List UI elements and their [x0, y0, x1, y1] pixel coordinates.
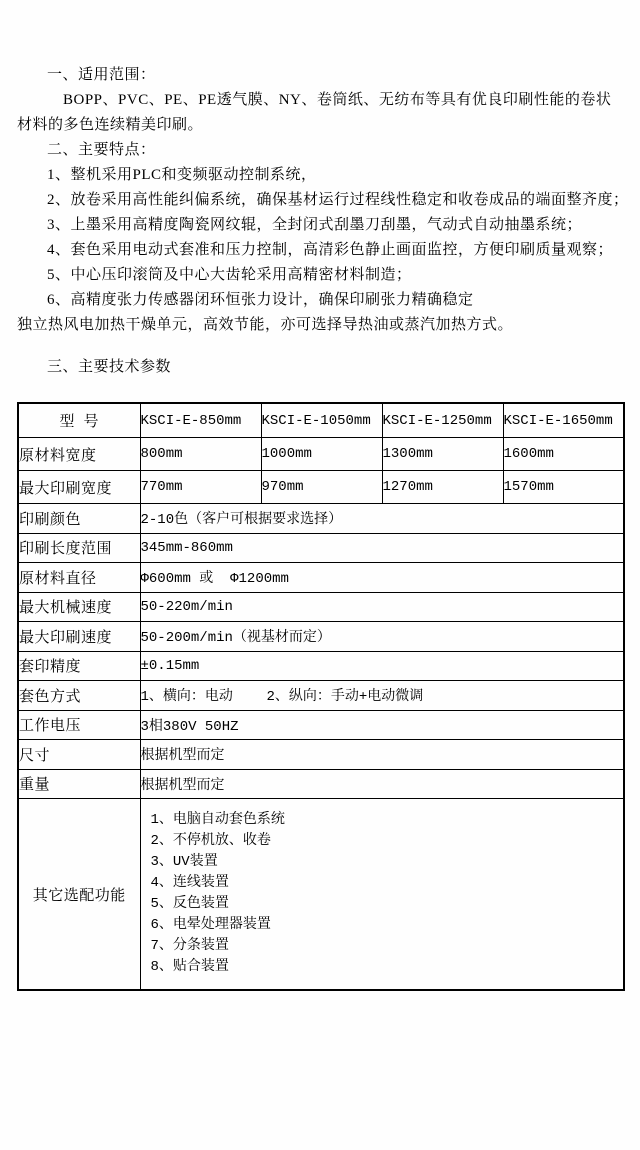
section2-heading: 二、主要特点： [47, 142, 156, 158]
option-item: 8、贴合装置 [150, 959, 229, 975]
value-cell: 345mm-860mm [140, 533, 624, 563]
row-label: 印刷颜色 [18, 504, 140, 534]
table-row [18, 533, 624, 563]
section2-footer: 独立热风电加热干燥单元，高效节能，亦可选择导热油或蒸汽加热方式。 [17, 317, 514, 333]
value-cell: 1300mm [382, 438, 503, 471]
table-row [18, 622, 624, 652]
row-label: 印刷长度范围 [18, 533, 140, 563]
table-row-model [18, 403, 624, 438]
section3-heading: 三、主要技术参数 [47, 359, 172, 375]
section1-heading: 一、适用范围： [47, 67, 156, 83]
feature-item: 6、高精度张力传感器闭环恒张力设计，确保印刷张力精确稳定 [47, 292, 474, 308]
row-label: 尺寸 [18, 740, 140, 770]
row-label: 最大印刷速度 [18, 622, 140, 652]
value-cell: 3相380V 50HZ [140, 710, 624, 740]
row-label: 型 号 [18, 403, 140, 438]
value-cell: Φ600mm 或 Φ1200mm [140, 563, 624, 593]
options-list [140, 799, 624, 991]
option-item: 3、UV装置 [150, 854, 218, 870]
table-row [18, 710, 624, 740]
feature-item: 2、放卷采用高性能纠偏系统，确保基材运行过程线性稳定和收卷成品的端面整齐度； [47, 192, 629, 208]
value-cell: 1000mm [261, 438, 382, 471]
row-label: 套色方式 [18, 681, 140, 711]
table-row [18, 651, 624, 681]
row-label: 原材料宽度 [18, 438, 140, 471]
section1-paragraph-line: 材料的多色连续精美印刷。 [17, 117, 204, 133]
option-item: 5、反色装置 [150, 896, 229, 912]
option-item: 6、电晕处理器装置 [150, 917, 271, 933]
value-cell: 1、横向：电动 2、纵向：手动+电动微调 [140, 681, 624, 711]
row-label: 工作电压 [18, 710, 140, 740]
value-cell: 770mm [140, 471, 261, 504]
value-cell: 2-10色（客户可根据要求选择） [140, 504, 624, 534]
model-cell: KSCI-E-1650mm [503, 403, 624, 438]
option-item: 2、不停机放、收卷 [150, 833, 271, 849]
value-cell: 1270mm [382, 471, 503, 504]
option-item: 1、电脑自动套色系统 [150, 812, 285, 828]
value-cell: 根据机型而定 [140, 769, 624, 799]
spec-table [17, 402, 625, 991]
feature-item: 1、整机采用PLC和变频驱动控制系统， [47, 167, 317, 183]
table-row [18, 681, 624, 711]
table-row [18, 563, 624, 593]
feature-item: 5、中心压印滚筒及中心大齿轮采用高精密材料制造； [47, 267, 412, 283]
value-cell: 1600mm [503, 438, 624, 471]
option-item: 4、连线装置 [150, 875, 229, 891]
row-label: 最大印刷宽度 [18, 471, 140, 504]
model-cell: KSCI-E-1050mm [261, 403, 382, 438]
value-cell: 50-200m/min（视基材而定） [140, 622, 624, 652]
table-row [18, 740, 624, 770]
table-row-options [18, 799, 624, 991]
table-row [18, 592, 624, 622]
model-cell: KSCI-E-850mm [140, 403, 261, 438]
value-cell: 970mm [261, 471, 382, 504]
section1-paragraph-line: BOPP、PVC、PE、PE透气膜、NY、卷筒纸、无纺布等具有优良印刷性能的卷状 [63, 92, 612, 108]
row-label: 最大机械速度 [18, 592, 140, 622]
feature-item: 4、套色采用电动式套准和压力控制，高清彩色静止画面监控，方便印刷质量观察； [47, 242, 614, 258]
value-cell: 800mm [140, 438, 261, 471]
table-row-material-width [18, 438, 624, 471]
row-label: 其它选配功能 [18, 799, 140, 991]
feature-item: 3、上墨采用高精度陶瓷网纹辊，全封闭式刮墨刀刮墨，气动式自动抽墨系统； [47, 217, 583, 233]
table-row [18, 769, 624, 799]
row-label: 套印精度 [18, 651, 140, 681]
table-row [18, 504, 624, 534]
row-label: 重量 [18, 769, 140, 799]
value-cell: ±0.15mm [140, 651, 624, 681]
table-row-print-width [18, 471, 624, 504]
value-cell: 1570mm [503, 471, 624, 504]
value-cell: 50-220m/min [140, 592, 624, 622]
model-cell: KSCI-E-1250mm [382, 403, 503, 438]
value-cell: 根据机型而定 [140, 740, 624, 770]
row-label: 原材料直径 [18, 563, 140, 593]
option-item: 7、分条装置 [150, 938, 229, 954]
